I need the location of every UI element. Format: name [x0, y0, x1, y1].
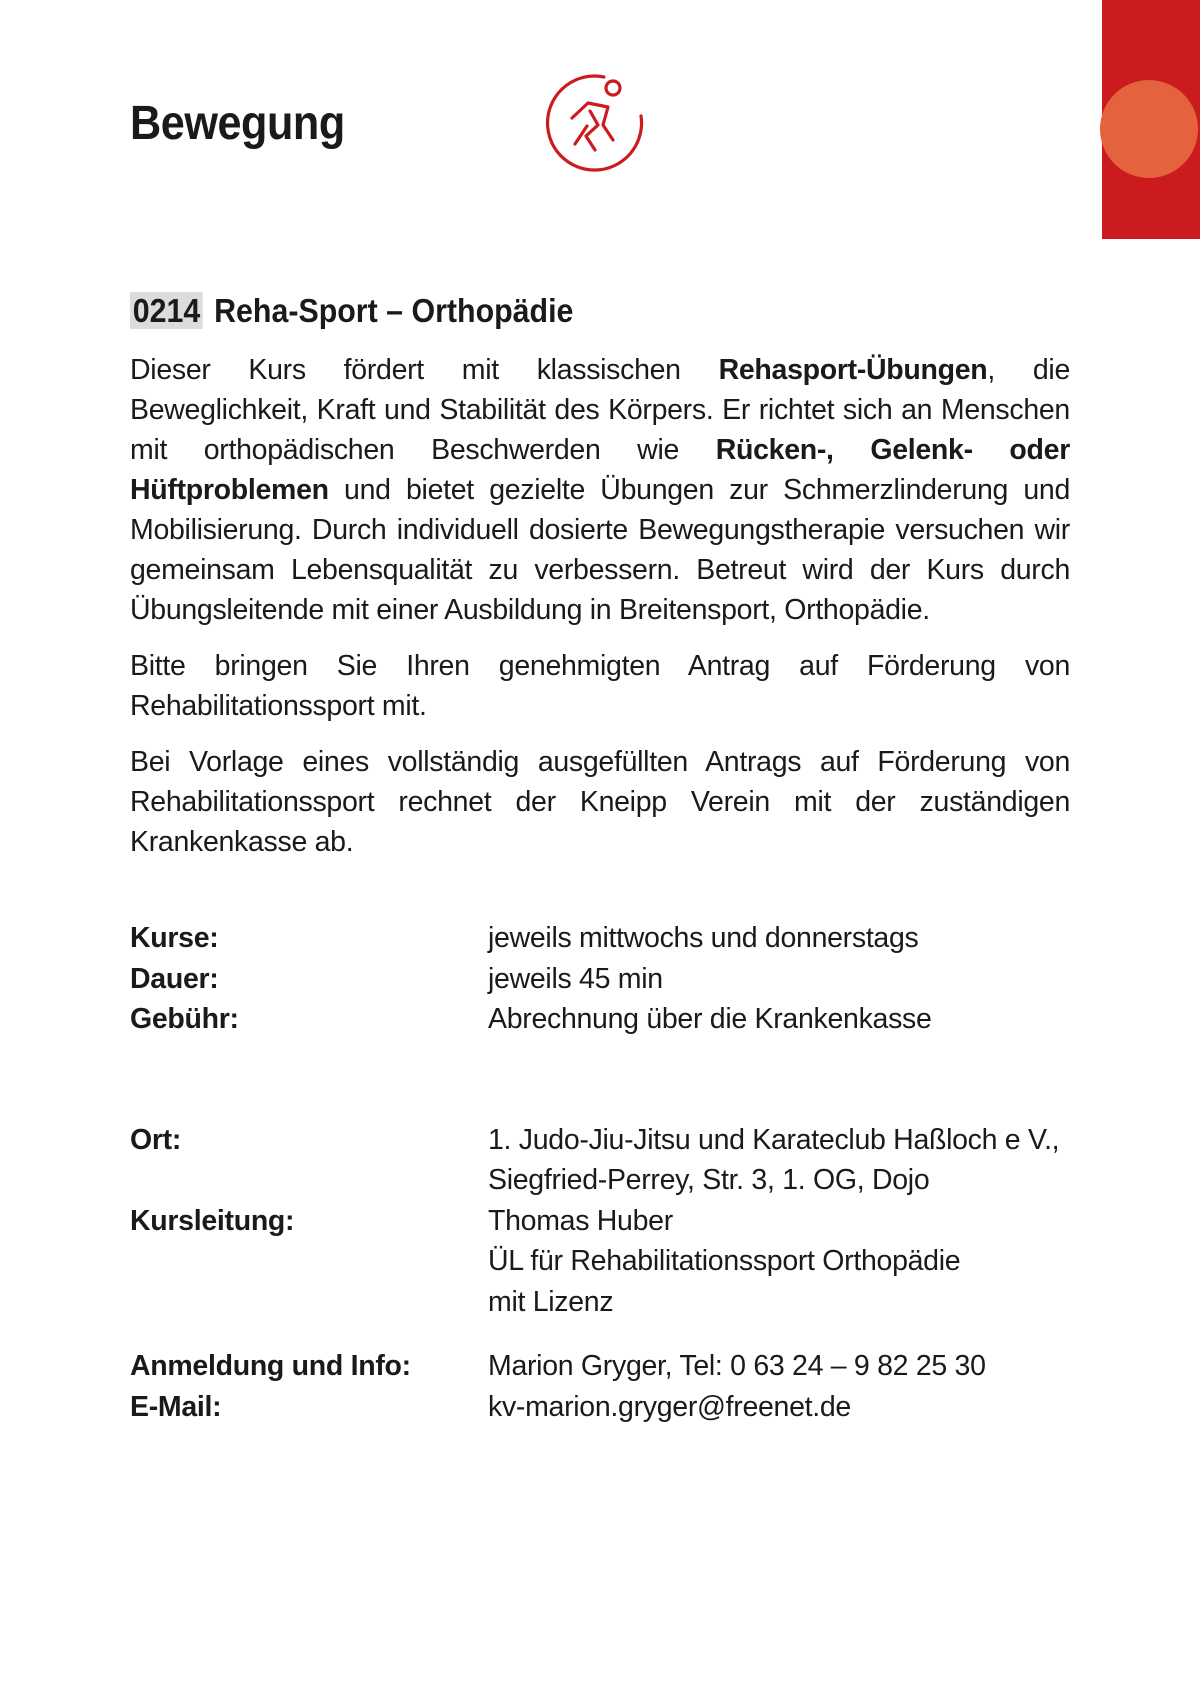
- detail-row-anmeldung: [130, 1346, 1090, 1387]
- course-section: [130, 292, 1070, 878]
- billing-note: Bei Vorlage eines vollständig ausgefüllten Antrags auf Förderung von Rehabilitationssport rechnet der Kneipp Verein mit der zuständigen Krankenkasse ab.: [130, 746, 1070, 858]
- detail-value: Marion Gryger, Tel: 0 63 24 – 9 82 25 30: [488, 1350, 986, 1382]
- detail-row-gebuehr: [130, 999, 1090, 1040]
- detail-row-dauer: [130, 959, 1090, 1000]
- detail-row-kurse: [130, 918, 1090, 959]
- course-heading: [130, 292, 995, 330]
- detail-value: [488, 1201, 1090, 1323]
- description-text: , die Beweglichkeit, Kraft und Stabilität des Körpers. Er richtet sich an Menschen mit orthopädischen Beschwerden wie: [130, 354, 1071, 466]
- detail-row-ort: [130, 1120, 1090, 1201]
- description-text: Dieser Kurs fördert mit klassischen: [130, 354, 719, 386]
- course-title: Reha-Sport – Orthopädie: [214, 292, 574, 329]
- detail-label: E-Mail:: [130, 1390, 222, 1423]
- running-person-icon: [542, 70, 650, 178]
- detail-value: jeweils mittwochs und donnerstags: [488, 922, 919, 954]
- corner-dot: [1100, 80, 1198, 178]
- location-line: Siegfried-Perrey, Str. 3, 1. OG, Dojo: [488, 1164, 930, 1196]
- course-number: 0214: [130, 292, 203, 329]
- description-text: und bietet gezielte Übungen zur Schmerzlinderung und Mobilisierung. Durch individuell dosierte Bewegungstherapie versuchen wir gemeinsam Lebensqualität zu verbessern. Betreut wird der Kurs durch Übungsleitende mit einer Ausbildung in Breitensport, Orthopädie.: [130, 474, 1070, 626]
- location-line: 1. Judo-Jiu-Jitsu und Karateclub Haßloch e V.,: [488, 1123, 1060, 1156]
- application-note: Bitte bringen Sie Ihren genehmigten Antrag auf Förderung von Rehabilitationssport mit.: [130, 650, 1070, 722]
- instructor-line: Thomas Huber: [488, 1204, 673, 1237]
- description-highlight: Rehasport-Übungen: [718, 354, 988, 386]
- detail-value: jeweils 45 min: [488, 962, 663, 995]
- section-title: Bewegung: [130, 97, 345, 150]
- detail-label: Kurse:: [130, 922, 219, 954]
- detail-value: [488, 1120, 1090, 1201]
- detail-row-email: [130, 1387, 1090, 1428]
- detail-label: Dauer:: [130, 962, 219, 995]
- detail-value: Abrechnung über die Krankenkasse: [488, 1003, 932, 1035]
- email-value[interactable]: kv-marion.gryger@freenet.de: [488, 1390, 851, 1423]
- detail-row-kursleitung: [130, 1201, 1090, 1323]
- course-details: [130, 918, 1090, 1427]
- instructor-line: mit Lizenz: [488, 1285, 614, 1318]
- detail-label: Ort:: [130, 1123, 182, 1156]
- instructor-line: ÜL für Rehabilitationssport Orthopädie: [488, 1245, 961, 1277]
- description-highlight: Rücken-, Gelenk- oder Hüftproblemen: [130, 434, 1070, 506]
- course-description: [130, 350, 1070, 630]
- detail-label: Kursleitung:: [130, 1204, 295, 1237]
- detail-label: Gebühr:: [130, 1003, 239, 1035]
- detail-label: Anmeldung und Info:: [130, 1350, 411, 1382]
